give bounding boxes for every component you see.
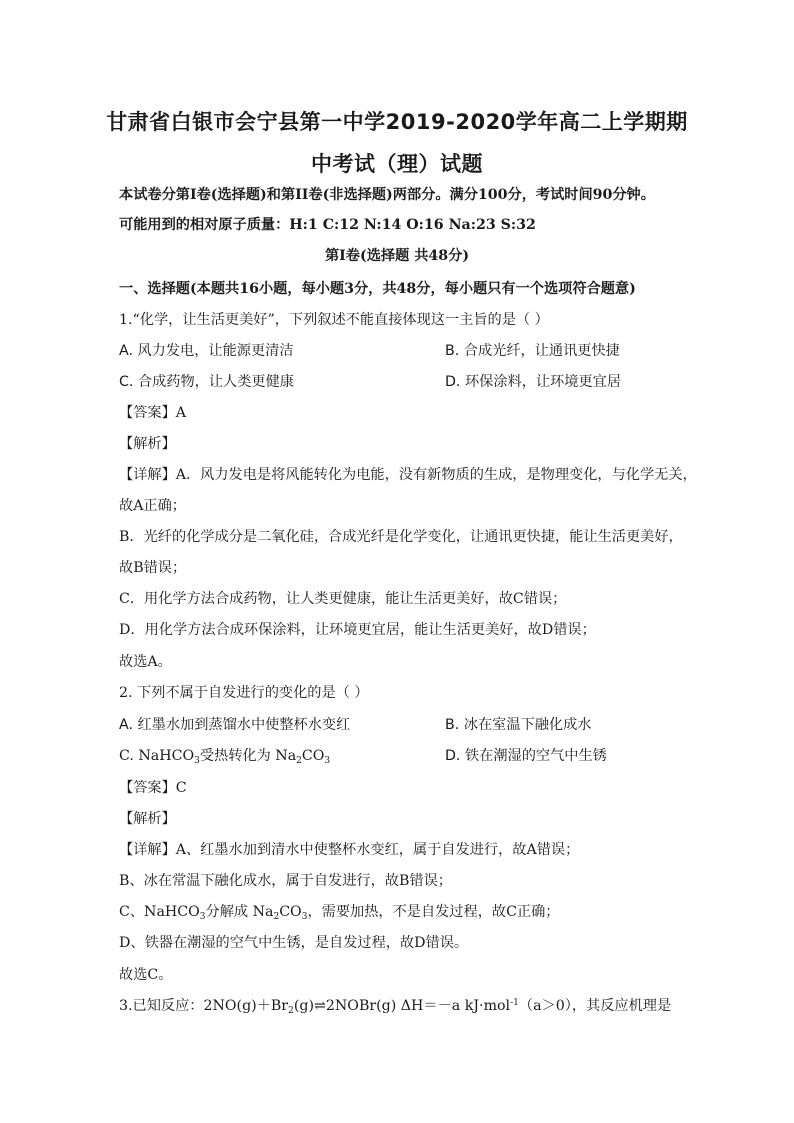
- q1-analysis-label: 【解析】: [119, 436, 176, 452]
- q2-option-a: A. 红墨水加到蒸馏水中使整杯水变红: [119, 717, 351, 733]
- q1-option-c: C. 合成药物，让人类更健康: [119, 374, 294, 390]
- q2-option-c: C. NaHCO$_3$受热转化为 $Na_2CO_3$: [119, 748, 331, 766]
- q1-option-d: D. 环保涂料，让环境更宜居: [445, 374, 622, 390]
- q2-answer: 【答案】C: [119, 780, 187, 796]
- part-title: 一、选择题(本题共16小题，每小题3分，共48分，每小题只有一个选项符合题意): [119, 281, 636, 297]
- q2-detail-2: B、冰在常温下融化成水，属于自发进行，故B错误；: [119, 873, 452, 889]
- intro-line-2: 可能用到的相对原子质量：H:1 C:12 N:14 O:16 Na:23 S:32: [119, 217, 536, 233]
- intro-line-1: 本试卷分第I卷(选择题)和第II卷(非选择题)两部分。满分100分，考试时间90分钟。: [119, 187, 655, 203]
- q2-option-d: D. 铁在潮湿的空气中生锈: [445, 748, 607, 764]
- q2-option-b: B. 冰在室温下融化成水: [445, 717, 592, 733]
- q2-analysis-label: 【解析】: [119, 811, 176, 827]
- q1-detail-6: D．用化学方法合成环保涂料，让环境更宜居，能让生活更美好，故D错误；: [119, 622, 596, 638]
- q1-detail-2: 故A正确；: [119, 498, 186, 514]
- q2-stem: 2. 下列不属于自发进行的变化的是（ ）: [119, 685, 369, 701]
- q1-option-a: A. 风力发电，让能源更清洁: [119, 343, 294, 359]
- q1-detail-5: C．用化学方法合成药物，让人类更健康，能让生活更美好，故C错误；: [119, 591, 567, 607]
- q1-detail-4: 故B错误；: [119, 560, 187, 576]
- q2-detail-1: 【详解】A、红墨水加到清水中使整杯水变红，属于自发进行，故A错误；: [119, 842, 580, 858]
- title-line-1: 甘肃省白银市会宁县第一中学2019-2020学年高二上学期期: [106, 110, 688, 134]
- q1-stem: 1.“化学，让生活更美好”，下列叙述不能直接体现这一主旨的是（ ）: [119, 312, 549, 328]
- section-title: 第I卷(选择题 共48分): [324, 248, 470, 264]
- q3-stem: 3.已知反应：$2NO(g)+Br_2(g)\rightleftharpoons 2NOBr(g)$ ΔH＝－a kJ·mol$^{-1}$（a＞0），其反应机理是: [119, 998, 672, 1016]
- q1-conclusion: 故选A。: [119, 654, 172, 670]
- q1-answer: 【答案】A: [119, 405, 186, 421]
- q1-option-b: B. 合成光纤，让通讯更快捷: [445, 343, 620, 359]
- q1-detail-1: 【详解】A．风力发电是将风能转化为电能，没有新物质的生成，是物理变化，与化学无关，: [119, 467, 697, 483]
- q2-detail-3: C、NaHCO$_3$分解成 $Na_2CO_3$，需要加热，不是自发过程，故C正确；: [119, 904, 560, 922]
- q2-conclusion: 故选C。: [119, 967, 173, 983]
- title-line-2: 中考试（理）试题: [311, 152, 483, 176]
- q1-detail-3: B．光纤的化学成分是二氧化硅，合成光纤是化学变化，让通讯更快捷，能让生活更美好，: [119, 529, 683, 545]
- q2-detail-4: D、铁器在潮湿的空气中生锈，是自发过程，故D错误。: [119, 935, 469, 951]
